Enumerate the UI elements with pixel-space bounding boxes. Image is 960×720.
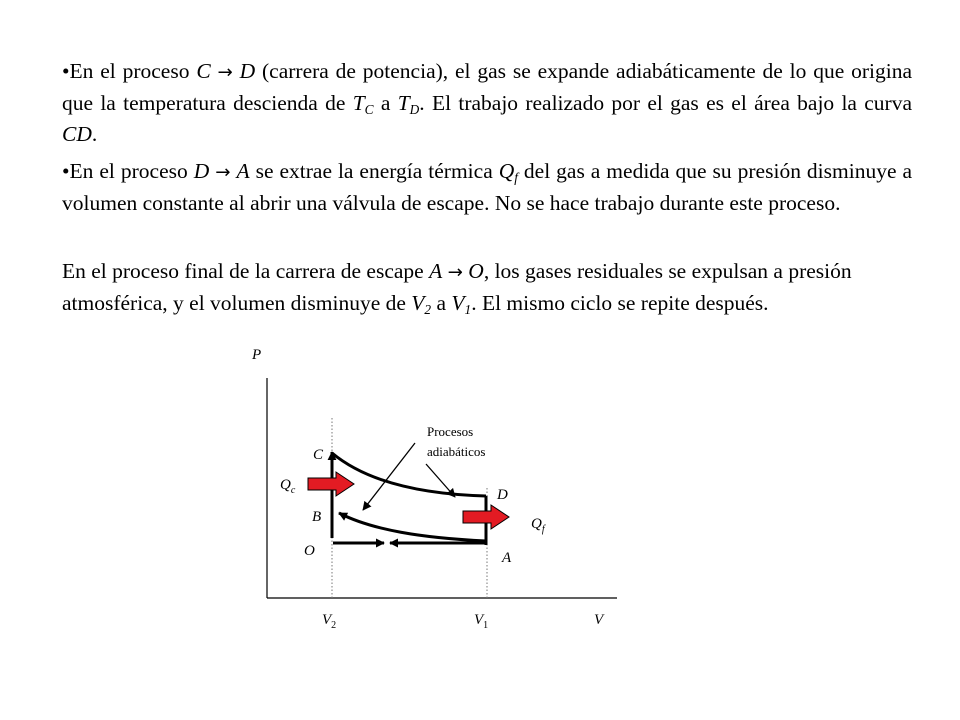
symbol: Q xyxy=(531,516,542,532)
axis-label-p: P xyxy=(252,347,262,363)
subscript: D xyxy=(409,101,420,117)
subscript: f xyxy=(541,524,545,535)
heat-label-qc xyxy=(280,477,296,496)
curve-cd: CD xyxy=(62,122,92,146)
annotation-text-line2: adiabáticos xyxy=(427,444,486,459)
text: (carrera de potencia), el gas se expande adiabáticamente de lo que origina que la temperatura descienda de xyxy=(62,59,913,115)
subscript: 1 xyxy=(464,301,472,317)
label-o: O xyxy=(468,259,484,283)
bullet: • xyxy=(62,59,70,83)
subscript: C xyxy=(364,101,374,117)
label-a: A xyxy=(236,159,250,183)
text: . El mismo ciclo se repite después. xyxy=(471,291,769,315)
label-c: C xyxy=(196,59,211,83)
heat-label-qf xyxy=(531,516,546,535)
process-arrow-icon: → xyxy=(215,162,231,183)
point-label-a: A xyxy=(502,550,512,566)
text: del gas a medida que su presión disminuye a volumen constante al abrir una válvula de escape. No se hace trabajo durante este proceso. xyxy=(62,159,912,215)
point-label-d: D xyxy=(497,487,508,503)
text: . xyxy=(91,122,98,146)
text: En el proceso xyxy=(69,159,194,183)
point-label-c: C xyxy=(313,447,324,463)
subscript: 2 xyxy=(331,620,337,631)
label-d: D xyxy=(193,159,210,183)
text: En el proceso xyxy=(69,59,197,83)
subscript: 1 xyxy=(483,620,489,631)
text: a xyxy=(373,91,398,115)
tick-label-v2 xyxy=(322,612,336,631)
process-arrow-icon: → xyxy=(447,262,463,283)
text: a xyxy=(431,291,452,315)
process-arrow-icon: → xyxy=(217,62,233,83)
symbol: Q xyxy=(280,477,291,493)
symbol: Q xyxy=(498,159,515,183)
symbol: V xyxy=(474,612,484,628)
symbol: T xyxy=(397,91,410,115)
symbol: T xyxy=(352,91,365,115)
annotation-text-line1: Procesos xyxy=(427,424,474,439)
curve-c-to-d xyxy=(332,453,486,496)
bullet: • xyxy=(62,159,70,183)
text: . El trabajo realizado por el gas es el área bajo la curva xyxy=(419,91,912,115)
text: , los gases residuales se expulsan a presión atmosférica, y el volumen disminuye de xyxy=(62,259,852,315)
subscript: f xyxy=(514,169,518,185)
symbol: V xyxy=(411,291,425,315)
subscript: 2 xyxy=(424,301,432,317)
label-a: A xyxy=(429,259,443,283)
tick-label-v1 xyxy=(474,612,488,631)
text: En el proceso final de la carrera de escape xyxy=(62,259,430,283)
symbol: V xyxy=(451,291,465,315)
label-d: D xyxy=(239,59,256,83)
point-label-o: O xyxy=(304,543,315,559)
symbol: V xyxy=(322,612,332,628)
subscript: c xyxy=(290,485,296,496)
axis-label-v: V xyxy=(594,612,604,628)
point-label-b: B xyxy=(312,509,322,525)
text: se extrae la energía térmica xyxy=(249,159,499,183)
